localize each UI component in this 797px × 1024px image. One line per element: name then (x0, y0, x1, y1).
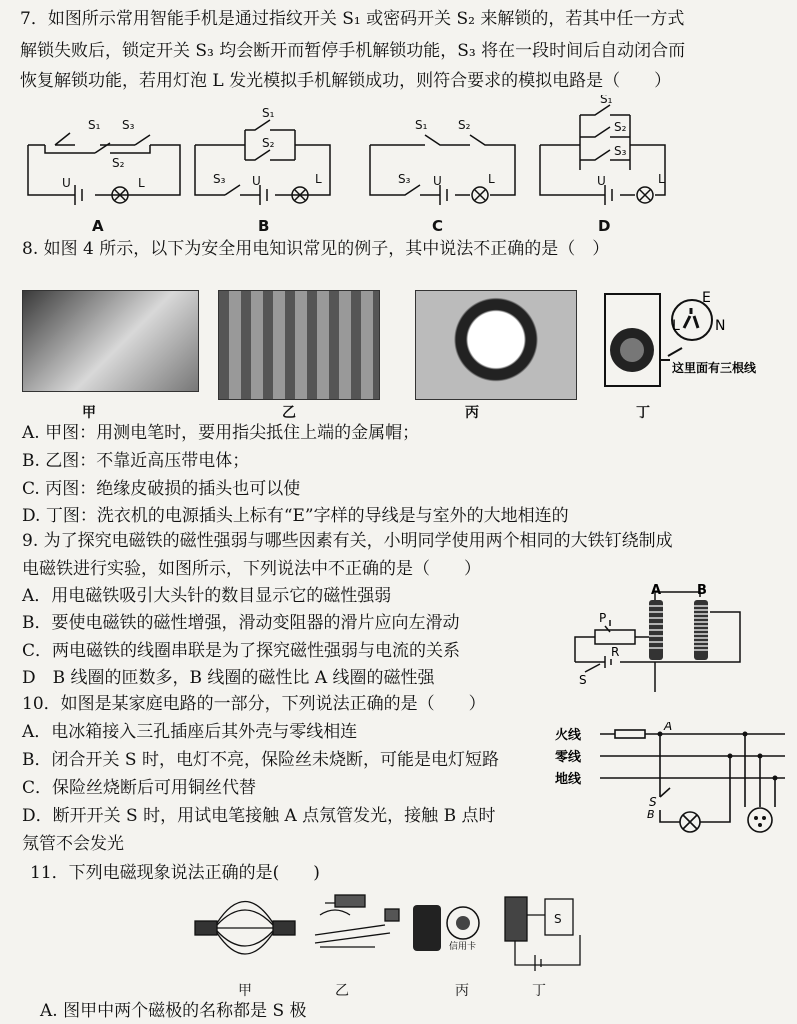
caption-ding: 丁 (636, 405, 650, 421)
point-a-label: A (664, 722, 673, 733)
caption-bing: 丙 (465, 405, 479, 421)
d-u-label: U (597, 174, 606, 188)
q11-figures (185, 885, 605, 985)
d-s1-label: S₁ (600, 95, 613, 106)
fig-ding-generator (505, 897, 580, 971)
c-s2-label: S₂ (458, 118, 471, 132)
neutral-wire-label: 零线 (555, 750, 582, 765)
q8-option-a: A. 甲图：用测电笔时，要用指尖抵住上端的金属帽； (22, 423, 420, 443)
q9-option-c: C．两电磁铁的线圈串联是为了探究磁性强弱与电流的关系 (22, 641, 461, 661)
fig-yi-apparatus (315, 895, 399, 947)
c-u-label: U (433, 174, 442, 188)
q10-option-a: A．电冰箱接入三孔插座后其外壳与零线相连 (22, 722, 358, 742)
q7-stem-line3: 恢复解锁功能，若用灯泡 L 发光模拟手机解锁成功，则符合要求的模拟电路是（ ） (20, 71, 672, 91)
q11-stem: 11．下列电磁现象说法正确的是( ) (30, 863, 320, 883)
q8-option-c: C. 丙图：绝缘皮破损的插头也可以使 (22, 479, 301, 499)
photo-jia-test-pen (22, 290, 199, 392)
q9-option-b: B．要使电磁铁的磁性增强，滑动变阻器的滑片应向左滑动 (22, 613, 460, 633)
circuit-a (28, 133, 180, 205)
q7-circuit-diagrams (0, 95, 797, 240)
magnet-s-label: S (554, 912, 562, 926)
c-s1-label: S₁ (415, 118, 428, 132)
option-a-label: A (92, 217, 104, 235)
caption-yi: 乙 (282, 405, 296, 421)
circuit-d (540, 105, 665, 205)
a-l-label: L (138, 176, 145, 190)
q7-stem-line2: 解锁失败后，锁定开关 S₃ 均会断开而暂停手机解锁功能，S₃ 将在一段时间后自动闭合而 (20, 41, 686, 61)
q10-stem: 10．如图是某家庭电路的一部分，下列说法正确的是（ ） (22, 694, 486, 714)
c-l-label: L (488, 172, 495, 186)
q10-option-d: D．断开开关 S 时，用试电笔接触 A 点氖管发光，接触 B 点时 (22, 806, 496, 826)
d-s3-label: S₃ (614, 144, 627, 158)
ding-washing-machine-figure (600, 288, 780, 400)
d-l-label: L (658, 172, 665, 186)
live-wire-label: 火线 (555, 728, 582, 743)
circuit-c (370, 135, 515, 205)
plug-letter-l: L (672, 318, 680, 334)
switch-s-label: S (579, 673, 587, 687)
q9-electromagnet-figure (565, 582, 765, 694)
magnet-b-label: B (697, 583, 707, 598)
option-d-label: D (598, 217, 611, 235)
b-s2-label: S₂ (262, 136, 275, 150)
reader-label: 信用卡 (449, 942, 477, 952)
q9-option-a: A．用电磁铁吸引大头针的数目显示它的磁性强弱 (22, 586, 392, 606)
fig-jia-magnetic-field (195, 902, 295, 955)
a-s2-label: S₂ (112, 156, 125, 170)
q11-option-a: A. 图甲中两个磁极的名称都是 S 极 (40, 1001, 307, 1021)
fig-bing-card-reader (413, 905, 479, 952)
q10-option-c: C．保险丝烧断后可用铜丝代替 (22, 778, 257, 798)
a-u-label: U (62, 176, 71, 190)
b-u-label: U (252, 174, 261, 188)
a-s1-label: S₁ (88, 118, 101, 132)
option-c-label: C (432, 217, 444, 235)
ground-wire-label: 地线 (555, 772, 582, 787)
circuit-b (195, 120, 330, 205)
switch-s-label-10: S (649, 795, 657, 809)
q10-option-b: B．闭合开关 S 时，电灯不亮，保险丝未烧断，可能是电灯短路 (22, 750, 499, 770)
b-s3-label: S₃ (213, 172, 226, 186)
magnet-a-label: A (651, 583, 662, 598)
q9-option-d: D B 线圈的匝数多，B 线圈的磁性比 A 线圈的磁性强 (22, 668, 435, 688)
c-s3-label: S₃ (398, 172, 411, 186)
option-b-label: B (258, 217, 270, 235)
a-s3-label: S₃ (122, 118, 135, 132)
q8-option-b: B. 乙图：不靠近高压带电体； (22, 451, 250, 471)
q11-caption-jia: 甲 (238, 983, 252, 999)
d-s2-label: S₂ (614, 120, 627, 134)
b-l-label: L (315, 172, 322, 186)
caption-jia: 甲 (82, 405, 96, 421)
q8-option-d: D. 丁图：洗衣机的电源插头上标有“E”字样的导线是与室外的大地相连的 (22, 506, 569, 526)
q9-stem-line1: 9. 为了探究电磁铁的磁性强弱与哪些因素有关，小明同学使用两个相同的大铁钉绕制成 (22, 531, 673, 551)
photo-bing-plug (415, 290, 577, 400)
plug-note: 这里面有三根线 (672, 361, 757, 375)
plug-letter-n: N (715, 318, 726, 334)
resistor-r-label: R (611, 645, 620, 659)
q11-caption-ding: 丁 (532, 983, 546, 999)
q8-stem: 8. 如图 4 所示，以下为安全用电知识常见的例子，其中说法不正确的是（ ） (22, 239, 610, 259)
q11-caption-yi: 乙 (335, 983, 349, 999)
q9-stem-line2: 电磁铁进行实验，如图所示，下列说法中不正确的是（ ） (22, 559, 481, 579)
slider-p-label: P (599, 611, 607, 625)
b-s1-label: S₁ (262, 106, 275, 120)
photo-yi-high-voltage (218, 290, 380, 400)
q10-household-circuit-figure (555, 722, 790, 844)
q11-caption-bing: 丙 (455, 983, 469, 999)
point-b-label: B (647, 808, 655, 821)
q7-stem-line1: 7．如图所示常用智能手机是通过指纹开关 S₁ 或密码开关 S₂ 来解锁的，若其中任一方式 (20, 9, 685, 29)
q10-option-d-cont: 氖管不会发光 (22, 834, 124, 854)
plug-letter-e: E (702, 290, 711, 306)
